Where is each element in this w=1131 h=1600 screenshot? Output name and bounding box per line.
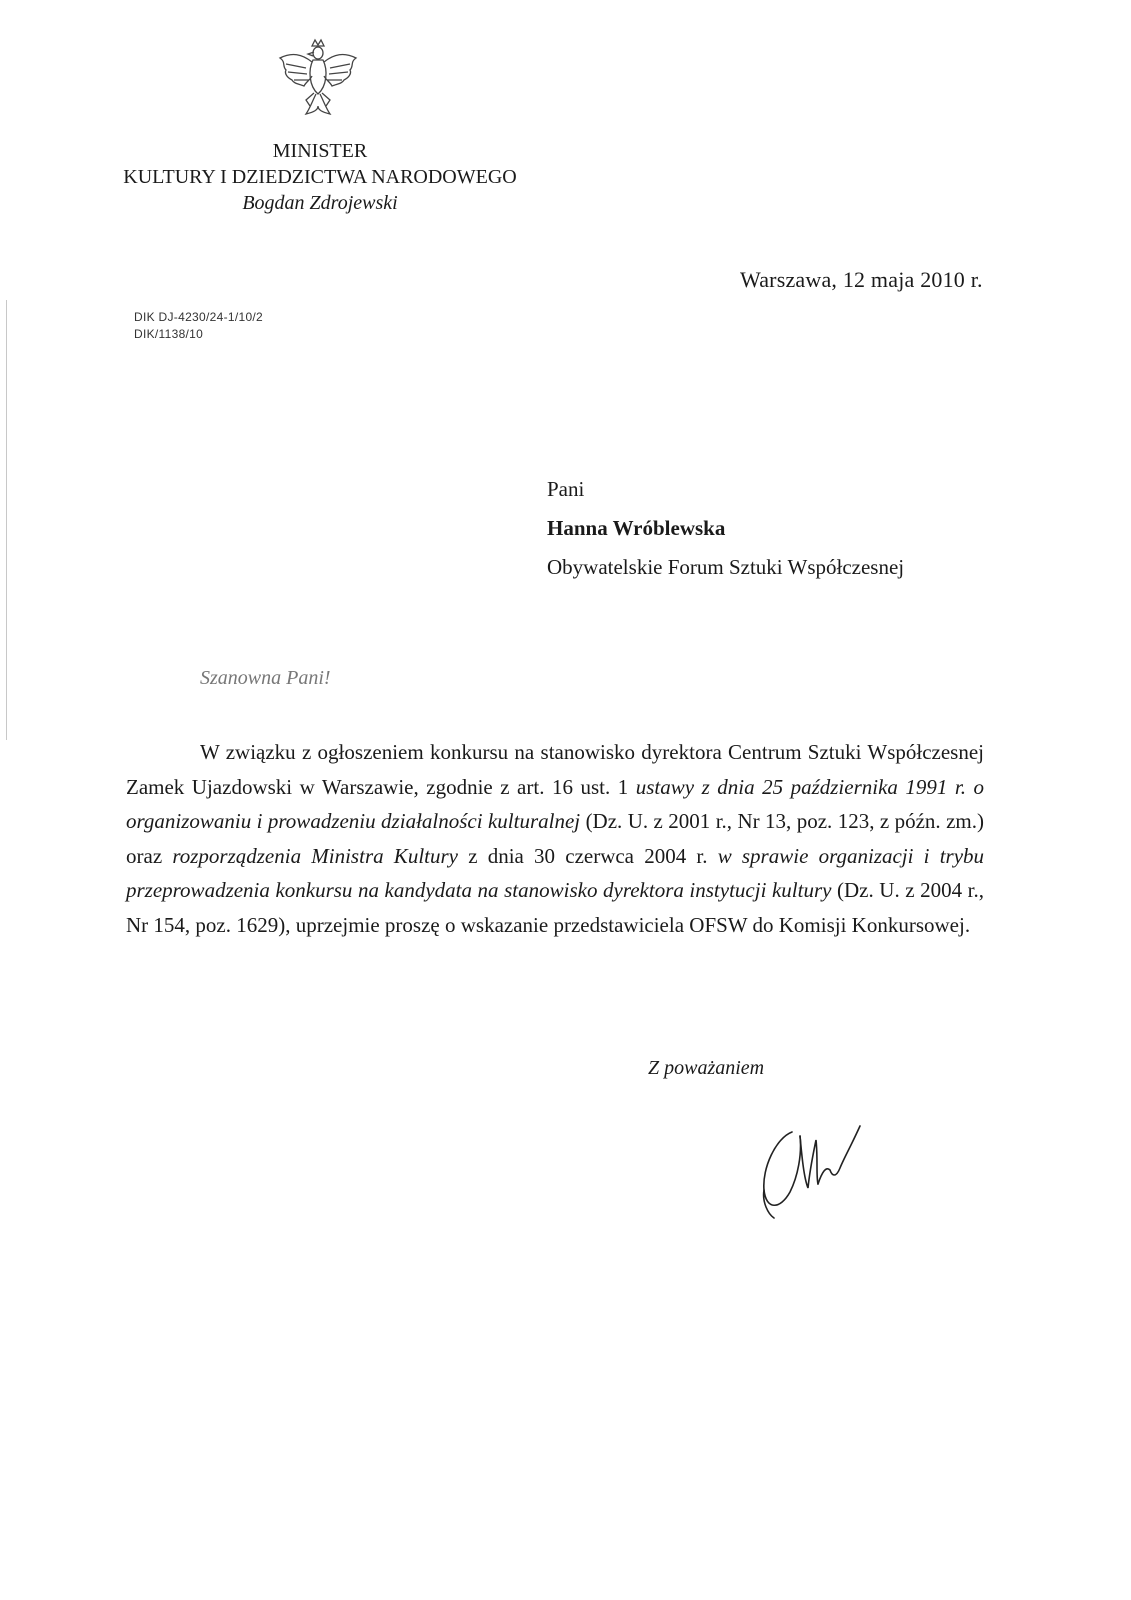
regulation-subject: w sprawie organizacji i trybu przeprowadzenia konkursu na kandydata na stanowisko dyrektora instytucji kultury bbox=[126, 843, 985, 902]
recipient-name: Hanna Wróblewska bbox=[547, 516, 726, 540]
reference-number: DIK DJ-4230/24-1/10/2 bbox=[134, 310, 264, 324]
header-title-line2: KULTURY I DZIEDZICTWA NARODOWEGO bbox=[123, 166, 517, 188]
reference-numbers bbox=[134, 309, 263, 343]
addressee-block bbox=[547, 470, 904, 587]
regulation-title: rozporządzenia Ministra Kultury bbox=[172, 843, 458, 868]
body-text-part: (Dz. U. z 2001 r., Nr 13, poz. 123, z późn. zm.) oraz bbox=[126, 809, 984, 868]
eagle-emblem-icon bbox=[272, 36, 364, 120]
addressee-title: Pani bbox=[547, 477, 585, 501]
body-text-part: W związku z ogłoszeniem konkursu na stanowisko dyrektora Centrum Sztuki Współczesnej Zamek Ujazdowski w Warszawie, zgodnie z art. 16 ust. 1 bbox=[126, 740, 984, 799]
reference-number: DIK/1138/10 bbox=[134, 327, 204, 341]
recipient-organization: Obywatelskie Forum Sztuki Współczesnej bbox=[547, 555, 905, 579]
handwritten-signature bbox=[756, 1118, 876, 1228]
letter-body bbox=[126, 735, 984, 942]
closing-phrase: Z poważaniem bbox=[648, 1057, 765, 1079]
ministry-header bbox=[100, 138, 540, 216]
law-title: ustawy z dnia 25 października 1991 r. o organizowaniu i prowadzeniu działalności kulturalnej bbox=[126, 774, 985, 833]
header-title-line1: MINISTER bbox=[272, 140, 368, 162]
salutation: Szanowna Pani! bbox=[200, 667, 331, 689]
body-text-part: z dnia 30 czerwca 2004 r. bbox=[468, 843, 708, 868]
scan-edge-line bbox=[6, 300, 7, 740]
minister-name: Bogdan Zdrojewski bbox=[242, 192, 398, 214]
letter-date: Warszawa, 12 maja 2010 r. bbox=[740, 267, 983, 292]
body-text-part: (Dz. U. z 2004 r., Nr 154, poz. 1629), uprzejmie proszę o wskazanie przedstawiciela OFSW do Komisji Konkursowej. bbox=[126, 878, 985, 937]
